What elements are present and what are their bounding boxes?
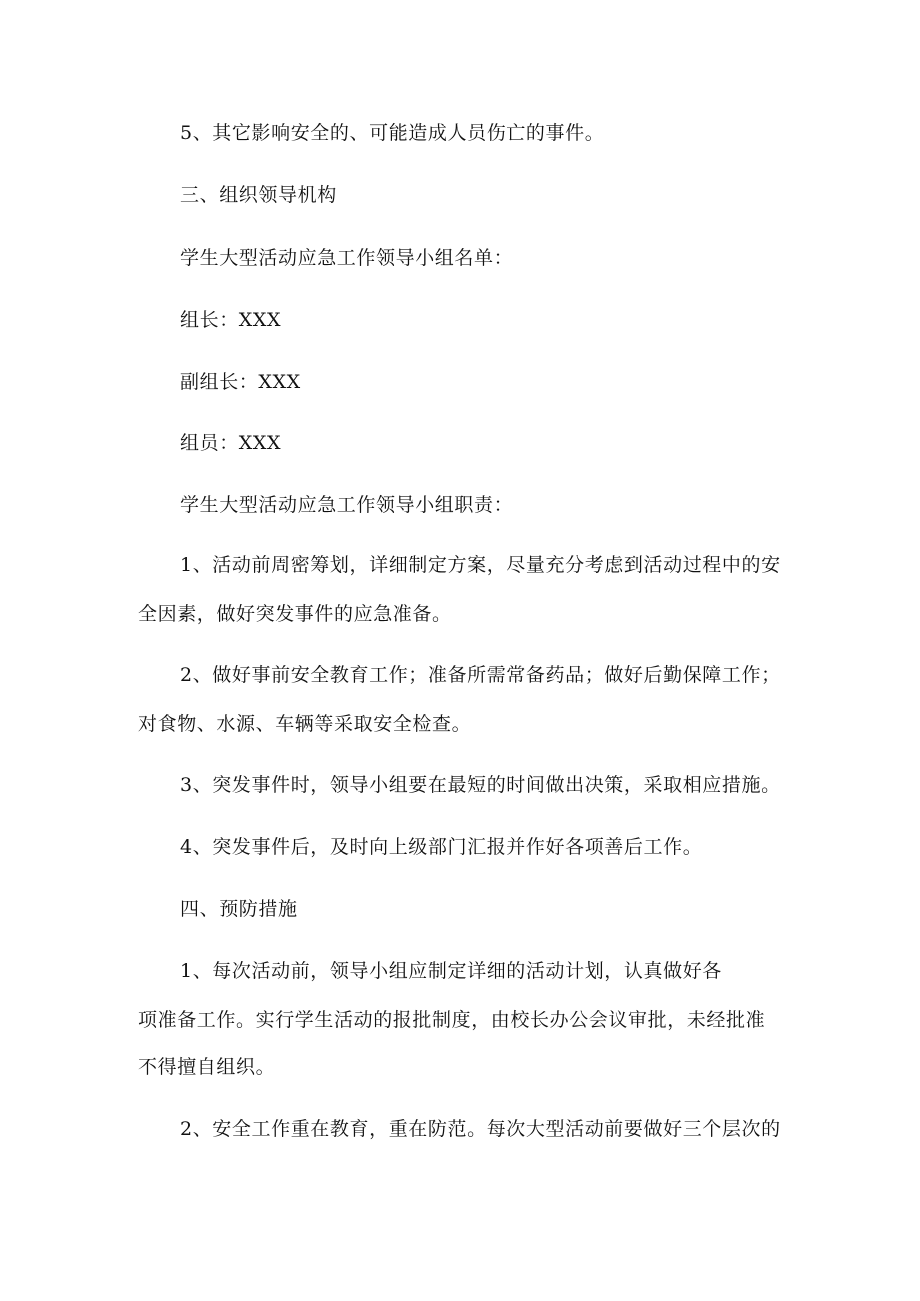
- duties-title: 学生大型活动应急工作领导小组职责：: [180, 494, 514, 516]
- leader-line: 组长：XXX: [180, 309, 282, 331]
- deputy-leader-line: 副组长：XXX: [180, 371, 301, 393]
- measure-1-line-3: 不得擅自组织。: [138, 1056, 276, 1078]
- duty-2-line-2: 对食物、水源、车辆等采取安全检查。: [138, 713, 472, 735]
- duty-1-line-1: 1、活动前周密筹划，详细制定方案，尽量充分考虑到活动过程中的安: [180, 554, 781, 576]
- measure-1-line-2: 项准备工作。实行学生活动的报批制度，由校长办公会议审批，未经批准: [138, 1009, 766, 1031]
- group-list-title: 学生大型活动应急工作领导小组名单：: [180, 247, 514, 269]
- section-3-heading: 三、组织领导机构: [180, 184, 337, 206]
- measure-1-line-1: 1、每次活动前，领导小组应制定详细的活动计划，认真做好各: [180, 960, 722, 982]
- member-line: 组员：XXX: [180, 432, 282, 454]
- measure-2-line-1: 2、安全工作重在教育，重在防范。每次大型活动前要做好三个层次的: [180, 1118, 781, 1140]
- section-4-heading: 四、预防措施: [180, 898, 298, 920]
- item-5-text: 5、其它影响安全的、可能造成人员伤亡的事件。: [180, 122, 605, 144]
- duty-4-text: 4、突发事件后，及时向上级部门汇报并作好各项善后工作。: [180, 836, 703, 858]
- duty-3-text: 3、突发事件时，领导小组要在最短的时间做出决策，采取相应措施。: [180, 774, 781, 796]
- duty-1-line-2: 全因素，做好突发事件的应急准备。: [138, 603, 452, 625]
- duty-2-line-1: 2、做好事前安全教育工作；准备所需常备药品；做好后勤保障工作；: [180, 664, 781, 686]
